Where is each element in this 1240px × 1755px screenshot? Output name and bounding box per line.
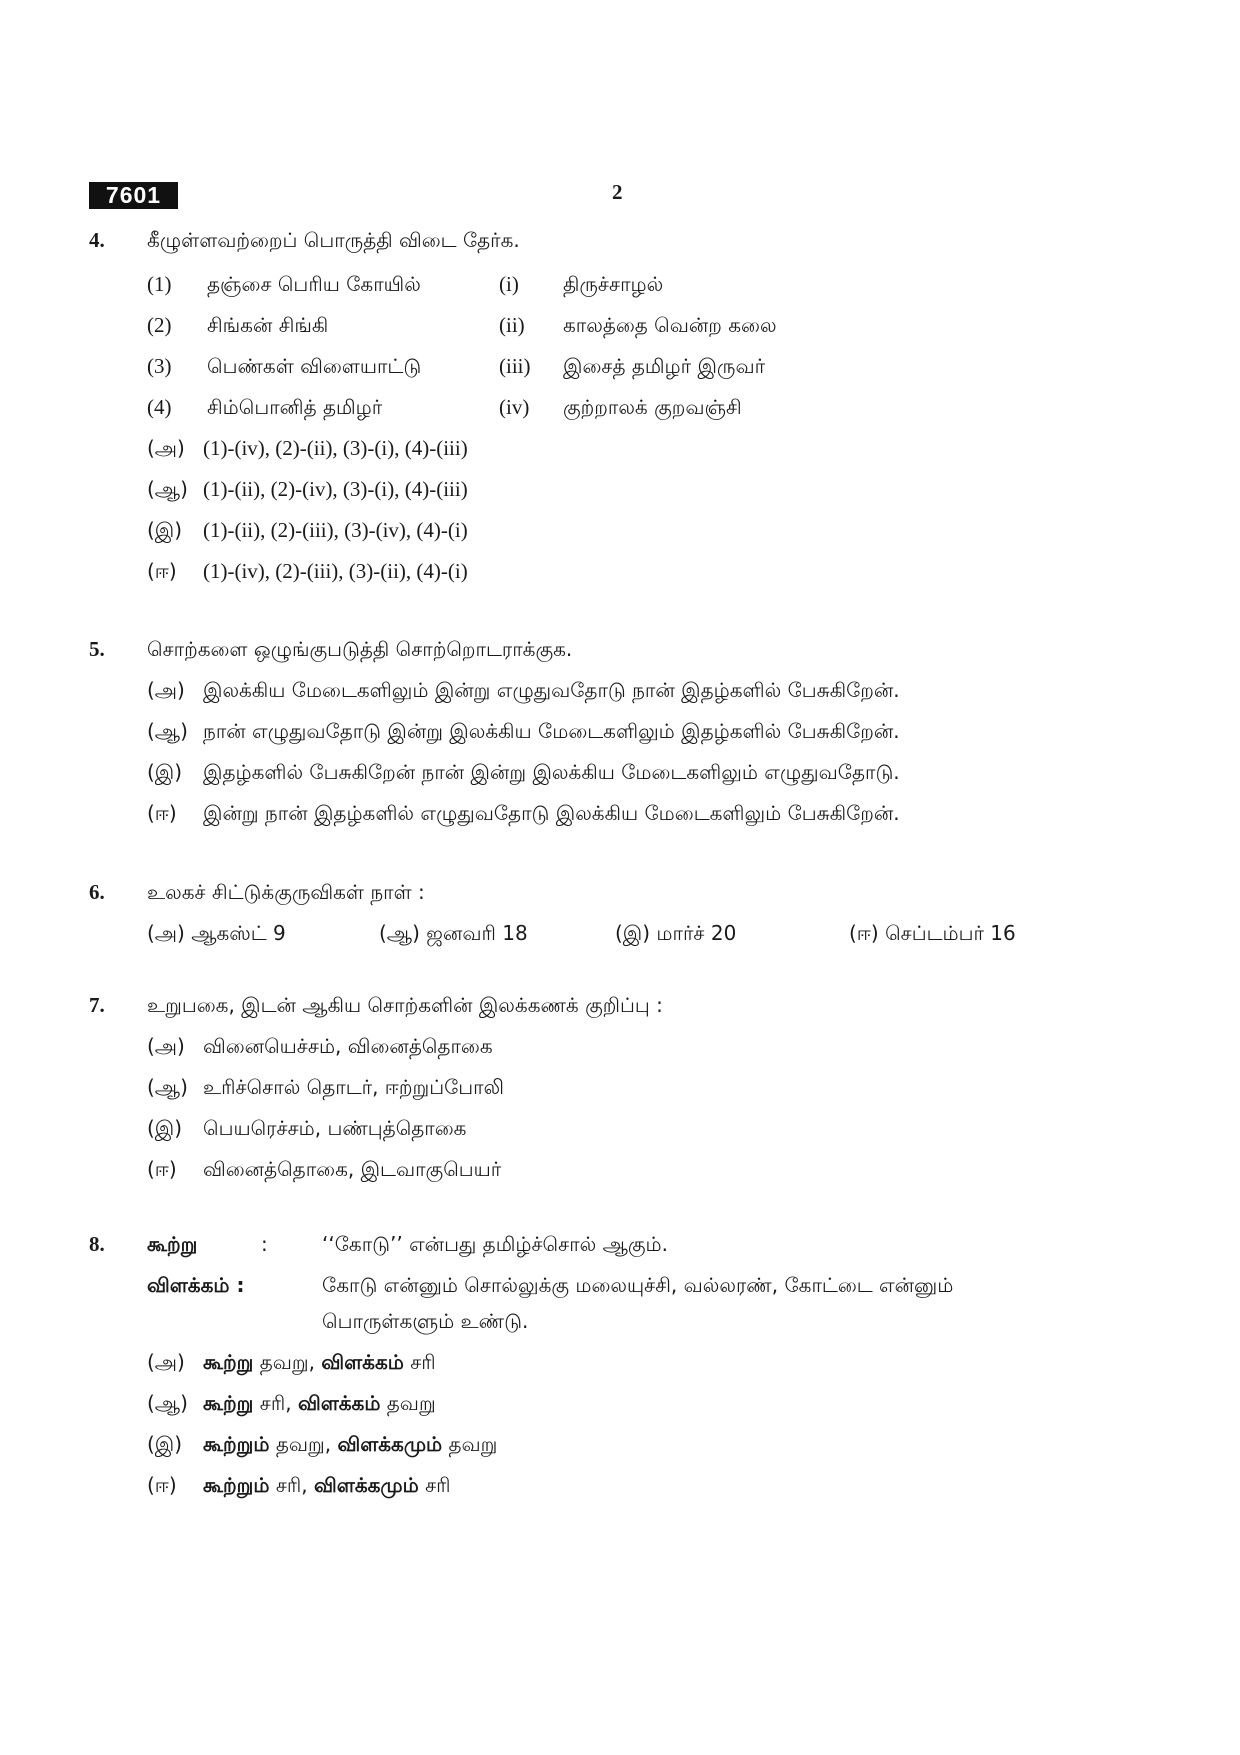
option-d[interactable] [147, 801, 900, 828]
option-d[interactable] [147, 1157, 501, 1184]
option-label: (அ) [147, 921, 185, 945]
option-label: (இ) [615, 921, 651, 945]
question-6 [89, 880, 1169, 960]
option-text: தவறு, [269, 1432, 338, 1456]
option-label: (இ) [147, 760, 183, 784]
option-label: (ஆ) [147, 1391, 188, 1415]
option-text: சரி [418, 1473, 451, 1497]
match-right-text: குற்றாலக் குறவஞ்சி [563, 395, 742, 419]
statement-label: கூற்று [147, 1232, 198, 1256]
match-left-text: சிம்பொனித் தமிழர் [207, 395, 383, 419]
reason-text-line-1: கோடு என்னும் சொல்லுக்கு மலையுச்சி, வல்லரண், கோட்டை என்னும் [322, 1273, 954, 1297]
question-number: 5. [89, 637, 105, 661]
option-bold-term: விளக்கமும் [314, 1473, 419, 1497]
match-left-label: (1) [147, 272, 172, 296]
option-text: (1)-(iv), (2)-(iii), (3)-(ii), (4)-(i) [203, 559, 468, 583]
option-label: (அ) [147, 678, 185, 702]
option-c[interactable] [147, 760, 900, 787]
option-text: சரி, [253, 1391, 298, 1415]
match-left-text: பெண்கள் விளையாட்டு [207, 354, 422, 378]
option-c[interactable] [147, 1116, 466, 1143]
option-label: (ஈ) [147, 1157, 177, 1181]
option-label: (இ) [147, 1432, 183, 1456]
option-a[interactable] [147, 1350, 436, 1377]
option-label: (ஈ) [147, 801, 177, 825]
question-text: உறுபகை, இடன் ஆகிய சொற்களின் இலக்கணக் குறிப்பு : [147, 993, 663, 1017]
reason-label: விளக்கம் : [147, 1273, 245, 1297]
question-number: 7. [89, 993, 105, 1017]
option-label: (ஈ) [147, 1473, 177, 1497]
option-bold-term: கூற்றும் [203, 1432, 270, 1456]
option-b[interactable] [147, 1075, 504, 1102]
option-label: (ஆ) [379, 921, 420, 945]
statement-colon: : [261, 1232, 268, 1256]
option-text: உரிச்சொல் தொடர், ஈற்றுப்போலி [203, 1075, 505, 1099]
option-b[interactable] [147, 477, 468, 504]
match-right-label: (iii) [499, 354, 531, 378]
option-label: (ஆ) [147, 719, 188, 743]
option-text: இன்று நான் இதழ்களில் எழுதுவதோடு இலக்கிய மேடைகளிலும் பேசுகிறேன். [203, 801, 900, 825]
question-number: 6. [89, 880, 105, 904]
option-label: (இ) [147, 1116, 183, 1140]
option-label: (அ) [147, 1350, 185, 1374]
option-text: வினைத்தொகை, இடவாகுபெயர் [203, 1157, 502, 1181]
match-right-label: (i) [499, 272, 519, 296]
match-right-text: திருச்சாழல் [563, 272, 664, 296]
option-text: (1)-(iv), (2)-(ii), (3)-(i), (4)-(iii) [203, 436, 468, 460]
statement-text: ‘‘கோடு’’ என்பது தமிழ்ச்சொல் ஆகும். [322, 1232, 668, 1256]
match-right-label: (iv) [499, 395, 530, 419]
option-text: வினையெச்சம், வினைத்தொகை [203, 1034, 493, 1058]
option-text: இதழ்களில் பேசுகிறேன் நான் இன்று இலக்கிய மேடைகளிலும் எழுதுவதோடு. [203, 760, 900, 784]
option-bold-term: கூற்றும் [203, 1473, 270, 1497]
option-b[interactable] [147, 1391, 436, 1418]
match-left-text: தஞ்சை பெரிய கோயில் [207, 272, 421, 296]
option-text: நான் எழுதுவதோடு இன்று இலக்கிய மேடைகளிலும் இதழ்களில் பேசுகிறேன். [203, 719, 900, 743]
match-right-text: இசைத் தமிழர் இருவர் [563, 354, 766, 378]
question-7 [89, 993, 1169, 1193]
match-left-text: சிங்கன் சிங்கி [207, 313, 329, 337]
option-bold-term: விளக்கம் [321, 1350, 404, 1374]
option-text: மார்ச் 20 [656, 921, 737, 945]
option-text: சரி [403, 1350, 436, 1374]
question-8 [89, 1232, 1169, 1512]
option-text: செப்டம்பர் 16 [885, 921, 1016, 945]
option-text: இலக்கிய மேடைகளிலும் இன்று எழுதுவதோடு நான் இதழ்களில் பேசுகிறேன். [203, 678, 900, 702]
option-text: ஜனவரி 18 [426, 921, 528, 945]
option-text: சரி, [269, 1473, 315, 1497]
match-left-label: (4) [147, 395, 172, 419]
question-text: உலகச் சிட்டுக்குருவிகள் நாள் : [147, 880, 425, 904]
option-d[interactable] [147, 1473, 451, 1500]
option-text: (1)-(ii), (2)-(iii), (3)-(iv), (4)-(i) [203, 518, 468, 542]
option-label: (அ) [147, 436, 185, 460]
question-5 [89, 637, 1169, 837]
option-c[interactable] [147, 518, 468, 545]
option-a[interactable] [147, 1034, 493, 1061]
option-a[interactable] [147, 436, 468, 463]
question-text: கீழுள்ளவற்றைப் பொருத்தி விடை தேர்க. [147, 228, 520, 252]
question-text: சொற்களை ஒழுங்குபடுத்தி சொற்றொடராக்குக. [147, 637, 573, 661]
paper-code-badge: 7601 [89, 182, 178, 209]
option-c[interactable] [147, 1432, 497, 1459]
question-number: 8. [89, 1232, 105, 1256]
match-left-label: (3) [147, 354, 172, 378]
question-number: 4. [89, 228, 105, 252]
option-d[interactable] [849, 921, 1016, 948]
option-label: (அ) [147, 1034, 185, 1058]
option-text: ஆகஸ்ட் 9 [191, 921, 286, 945]
option-text: (1)-(ii), (2)-(iv), (3)-(i), (4)-(iii) [203, 477, 468, 501]
match-right-text: காலத்தை வென்ற கலை [563, 313, 777, 337]
option-text: தவறு [380, 1391, 436, 1415]
question-4 [89, 228, 1169, 598]
option-label: (இ) [147, 518, 183, 542]
option-c[interactable] [615, 921, 736, 948]
option-label: (ஈ) [849, 921, 879, 945]
option-text: தவறு [442, 1432, 498, 1456]
option-a[interactable] [147, 678, 900, 705]
option-label: (ஈ) [147, 559, 177, 583]
option-label: (ஆ) [147, 477, 188, 501]
option-bold-term: விளக்கம் [297, 1391, 381, 1415]
option-b[interactable] [147, 719, 900, 746]
page-number: 2 [612, 180, 623, 204]
option-bold-term: கூற்று [203, 1391, 254, 1415]
option-b[interactable] [379, 921, 528, 948]
option-label: (ஆ) [147, 1075, 188, 1099]
reason-text-line-2: பொருள்களும் உண்டு. [322, 1309, 529, 1333]
option-text: தவறு, [253, 1350, 322, 1374]
match-left-label: (2) [147, 313, 172, 337]
match-right-label: (ii) [499, 313, 525, 337]
option-a[interactable] [147, 921, 286, 948]
option-text: பெயரெச்சம், பண்புத்தொகை [203, 1116, 467, 1140]
option-bold-term: கூற்று [203, 1350, 254, 1374]
option-d[interactable] [147, 559, 468, 586]
option-bold-term: விளக்கமும் [337, 1432, 443, 1456]
